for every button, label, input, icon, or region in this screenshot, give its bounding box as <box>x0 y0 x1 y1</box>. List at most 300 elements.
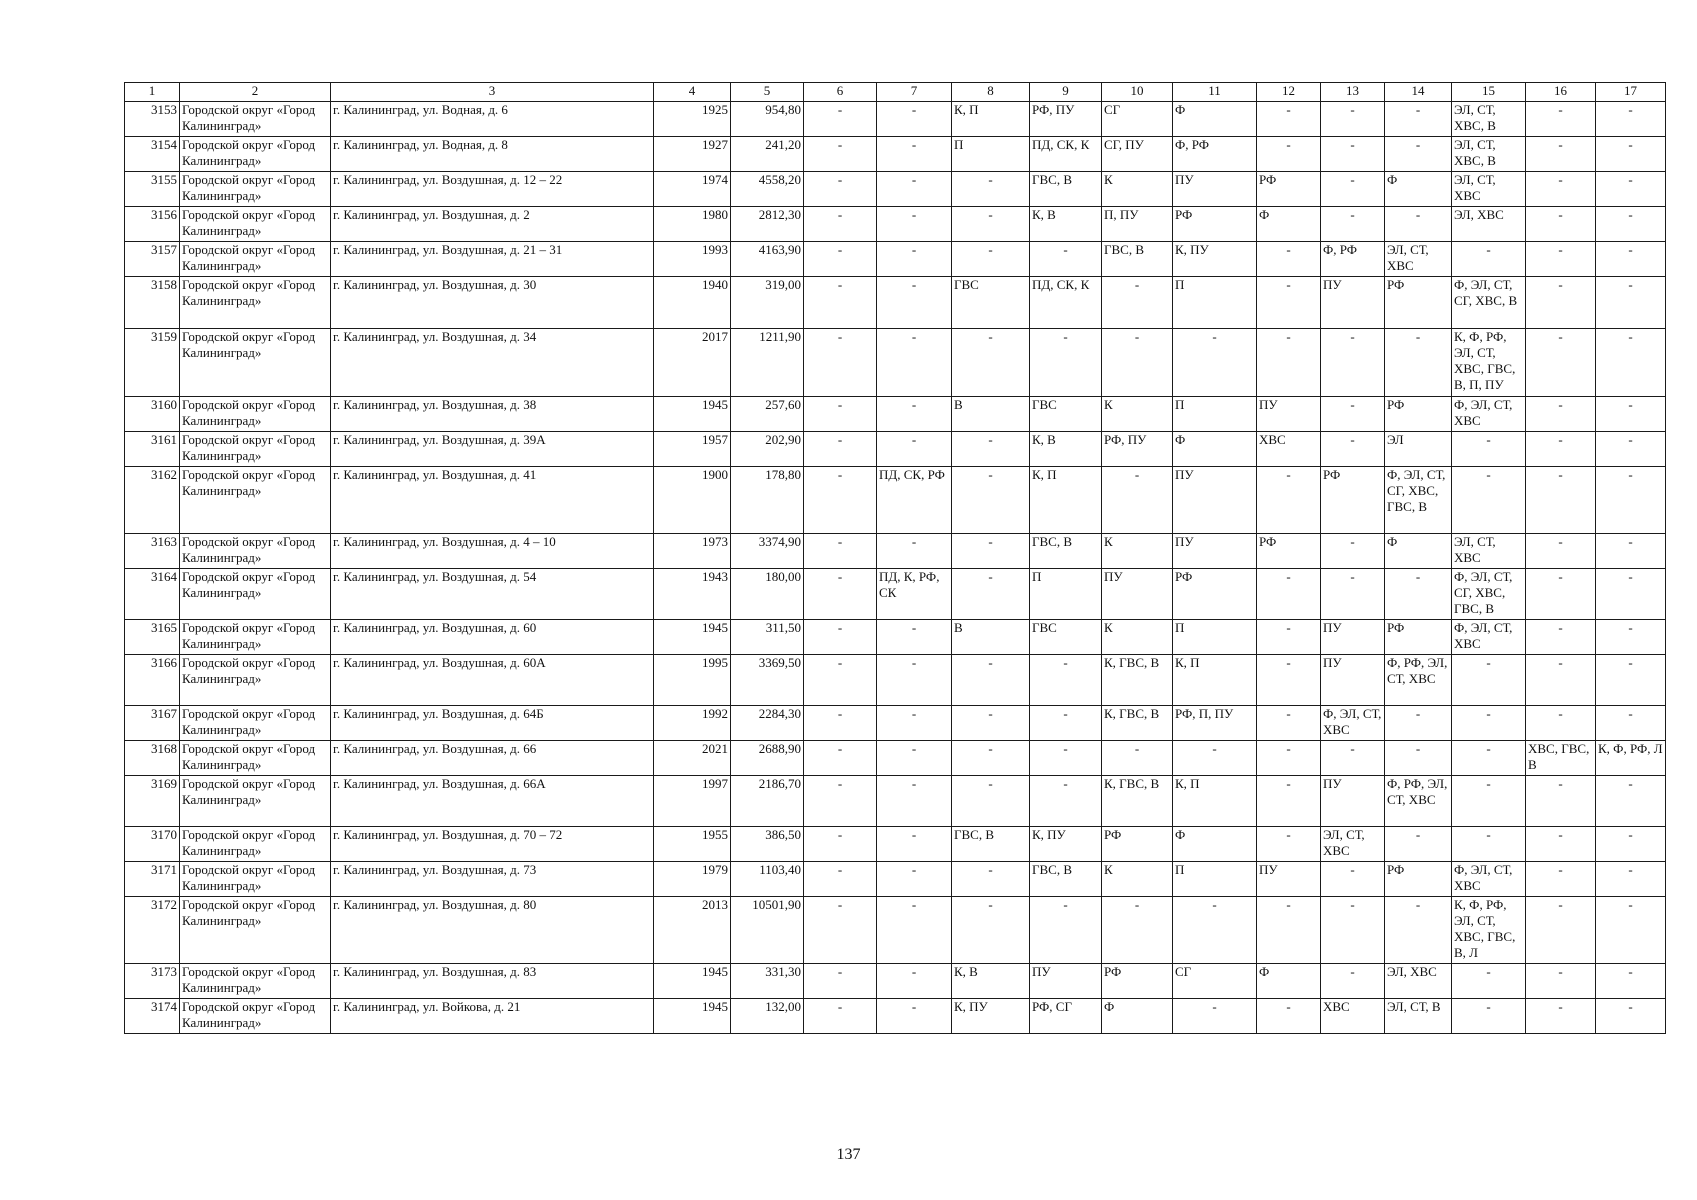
municipality-cell: Городской округ «Город Калининград» <box>180 999 331 1034</box>
table-row <box>125 137 1666 172</box>
repair-period-cell-col-10: ПУ <box>1102 569 1173 620</box>
address-cell: г. Калининград, ул. Воздушная, д. 21 – 31 <box>331 242 654 277</box>
municipality-cell: Городской округ «Город Калининград» <box>180 569 331 620</box>
repair-period-cell-col-17: - <box>1596 329 1666 397</box>
table-row <box>125 964 1666 999</box>
repair-period-cell-col-9: ГВС <box>1030 397 1102 432</box>
repair-period-cell-col-6: - <box>804 172 877 207</box>
repair-period-cell-col-16: - <box>1526 534 1596 569</box>
repair-period-cell-col-12: - <box>1257 741 1321 776</box>
row-number: 3171 <box>125 862 180 897</box>
municipality-cell: Городской округ «Город Калининград» <box>180 207 331 242</box>
repair-period-cell-col-17: - <box>1596 172 1666 207</box>
repair-period-cell-col-15: - <box>1452 964 1526 999</box>
page-number: 137 <box>836 1146 861 1163</box>
address-cell: г. Калининград, ул. Водная, д. 8 <box>331 137 654 172</box>
repair-period-cell-col-6: - <box>804 897 877 964</box>
repair-period-cell-col-9: - <box>1030 655 1102 706</box>
column-header: 17 <box>1596 83 1666 102</box>
repair-period-cell-col-8: ГВС <box>952 277 1030 329</box>
address-cell: г. Калининград, ул. Воздушная, д. 34 <box>331 329 654 397</box>
repair-period-cell-col-14: Ф <box>1385 534 1452 569</box>
municipality-cell: Городской округ «Город Калининград» <box>180 964 331 999</box>
repair-period-cell-col-9: К, ПУ <box>1030 827 1102 862</box>
column-header: 15 <box>1452 83 1526 102</box>
year-cell: 1945 <box>654 397 731 432</box>
repair-period-cell-col-15: - <box>1452 432 1526 467</box>
repair-period-cell-col-14: - <box>1385 102 1452 137</box>
repair-period-cell-col-12: - <box>1257 467 1321 534</box>
row-number: 3172 <box>125 897 180 964</box>
address-cell: г. Калининград, ул. Воздушная, д. 39А <box>331 432 654 467</box>
repair-period-cell-col-11: Ф <box>1173 827 1257 862</box>
repair-period-cell-col-15: - <box>1452 655 1526 706</box>
year-cell: 2021 <box>654 741 731 776</box>
row-number: 3162 <box>125 467 180 534</box>
repair-period-cell-col-9: - <box>1030 329 1102 397</box>
repair-period-cell-col-8: - <box>952 897 1030 964</box>
column-header: 12 <box>1257 83 1321 102</box>
repair-period-cell-col-17: - <box>1596 964 1666 999</box>
table-row <box>125 655 1666 706</box>
repair-period-cell-col-15: Ф, ЭЛ, СТ, ХВС <box>1452 862 1526 897</box>
column-header: 13 <box>1321 83 1385 102</box>
repair-period-cell-col-11: Ф, РФ <box>1173 137 1257 172</box>
municipality-cell: Городской округ «Город Калининград» <box>180 706 331 741</box>
year-cell: 2017 <box>654 329 731 397</box>
repair-period-cell-col-14: Ф, РФ, ЭЛ, СТ, ХВС <box>1385 776 1452 827</box>
address-cell: г. Калининград, ул. Воздушная, д. 80 <box>331 897 654 964</box>
repair-period-cell-col-8: К, В <box>952 964 1030 999</box>
repair-period-cell-col-14: Ф <box>1385 172 1452 207</box>
repair-period-cell-col-15: - <box>1452 706 1526 741</box>
table-row <box>125 277 1666 329</box>
repair-period-cell-col-9: К, П <box>1030 467 1102 534</box>
year-cell: 1992 <box>654 706 731 741</box>
address-cell: г. Калининград, ул. Водная, д. 6 <box>331 102 654 137</box>
repair-period-cell-col-14: РФ <box>1385 862 1452 897</box>
repair-period-cell-col-11: - <box>1173 897 1257 964</box>
repair-period-cell-col-12: - <box>1257 329 1321 397</box>
header-row <box>125 83 1666 102</box>
repair-period-cell-col-9: РФ, ПУ <box>1030 102 1102 137</box>
repair-period-cell-col-9: ГВС <box>1030 620 1102 655</box>
area-cell: 241,20 <box>731 137 804 172</box>
repair-period-cell-col-7: ПД, К, РФ, СК <box>877 569 952 620</box>
repair-period-cell-col-7: - <box>877 397 952 432</box>
repair-period-cell-col-10: СГ, ПУ <box>1102 137 1173 172</box>
repair-period-cell-col-16: - <box>1526 432 1596 467</box>
column-header: 8 <box>952 83 1030 102</box>
row-number: 3165 <box>125 620 180 655</box>
repair-period-cell-col-10: К, ГВС, В <box>1102 776 1173 827</box>
repair-period-cell-col-11: ПУ <box>1173 172 1257 207</box>
column-header: 10 <box>1102 83 1173 102</box>
repair-period-cell-col-14: Ф, ЭЛ, СТ, СГ, ХВС, ГВС, В <box>1385 467 1452 534</box>
address-cell: г. Калининград, ул. Воздушная, д. 73 <box>331 862 654 897</box>
municipality-cell: Городской округ «Город Калининград» <box>180 620 331 655</box>
repair-period-cell-col-14: - <box>1385 706 1452 741</box>
repair-period-cell-col-8: П <box>952 137 1030 172</box>
repair-period-cell-col-13: Ф, РФ <box>1321 242 1385 277</box>
repair-period-cell-col-8: - <box>952 242 1030 277</box>
area-cell: 4558,20 <box>731 172 804 207</box>
table-body <box>125 102 1666 1034</box>
address-cell: г. Калининград, ул. Воздушная, д. 38 <box>331 397 654 432</box>
repair-period-cell-col-17: - <box>1596 277 1666 329</box>
repair-period-cell-col-11: К, П <box>1173 776 1257 827</box>
repair-period-cell-col-12: - <box>1257 655 1321 706</box>
repair-period-cell-col-16: - <box>1526 706 1596 741</box>
table-row <box>125 467 1666 534</box>
table-row <box>125 827 1666 862</box>
repair-period-cell-col-10: К <box>1102 534 1173 569</box>
repair-period-cell-col-14: ЭЛ, СТ, В <box>1385 999 1452 1034</box>
repair-period-cell-col-12: ПУ <box>1257 862 1321 897</box>
column-header: 14 <box>1385 83 1452 102</box>
repair-period-cell-col-7: - <box>877 102 952 137</box>
repair-period-cell-col-16: - <box>1526 277 1596 329</box>
repair-period-cell-col-16: - <box>1526 827 1596 862</box>
year-cell: 1973 <box>654 534 731 569</box>
repair-period-cell-col-7: - <box>877 137 952 172</box>
repair-period-cell-col-6: - <box>804 329 877 397</box>
year-cell: 1945 <box>654 964 731 999</box>
repair-period-cell-col-15: К, Ф, РФ, ЭЛ, СТ, ХВС, ГВС, В, Л <box>1452 897 1526 964</box>
repair-period-cell-col-16: ХВС, ГВС, В <box>1526 741 1596 776</box>
repair-period-cell-col-15: ЭЛ, СТ, ХВС <box>1452 172 1526 207</box>
municipality-cell: Городской округ «Город Калининград» <box>180 137 331 172</box>
address-cell: г. Калининград, ул. Воздушная, д. 60А <box>331 655 654 706</box>
repair-period-cell-col-12: - <box>1257 102 1321 137</box>
repair-period-cell-col-6: - <box>804 207 877 242</box>
address-cell: г. Калининград, ул. Войкова, д. 21 <box>331 999 654 1034</box>
repair-period-cell-col-10: К <box>1102 397 1173 432</box>
repair-period-cell-col-12: Ф <box>1257 964 1321 999</box>
repair-period-cell-col-13: - <box>1321 432 1385 467</box>
repair-period-cell-col-16: - <box>1526 897 1596 964</box>
year-cell: 1980 <box>654 207 731 242</box>
repair-period-cell-col-6: - <box>804 655 877 706</box>
address-cell: г. Калининград, ул. Воздушная, д. 66 <box>331 741 654 776</box>
repair-period-cell-col-9: - <box>1030 242 1102 277</box>
repair-period-cell-col-8: - <box>952 706 1030 741</box>
repair-period-cell-col-13: - <box>1321 534 1385 569</box>
table-row <box>125 897 1666 964</box>
repair-period-cell-col-9: - <box>1030 741 1102 776</box>
repair-period-cell-col-17: - <box>1596 534 1666 569</box>
year-cell: 1945 <box>654 999 731 1034</box>
repair-period-cell-col-7: - <box>877 897 952 964</box>
repair-period-cell-col-11: РФ, П, ПУ <box>1173 706 1257 741</box>
municipality-cell: Городской округ «Город Калининград» <box>180 277 331 329</box>
area-cell: 2812,30 <box>731 207 804 242</box>
municipality-cell: Городской округ «Город Калининград» <box>180 741 331 776</box>
repair-period-cell-col-12: - <box>1257 999 1321 1034</box>
table-row <box>125 620 1666 655</box>
repair-period-cell-col-7: - <box>877 620 952 655</box>
table-row <box>125 999 1666 1034</box>
repair-period-cell-col-8: В <box>952 620 1030 655</box>
repair-period-cell-col-16: - <box>1526 329 1596 397</box>
repair-period-cell-col-11: П <box>1173 277 1257 329</box>
row-number: 3158 <box>125 277 180 329</box>
repair-period-cell-col-14: РФ <box>1385 397 1452 432</box>
repair-period-cell-col-7: - <box>877 277 952 329</box>
repair-period-cell-col-8: - <box>952 467 1030 534</box>
repair-period-cell-col-8: - <box>952 329 1030 397</box>
repair-period-cell-col-10: - <box>1102 467 1173 534</box>
repair-period-cell-col-13: - <box>1321 397 1385 432</box>
repair-period-cell-col-14: - <box>1385 897 1452 964</box>
column-header: 1 <box>125 83 180 102</box>
repair-period-cell-col-7: - <box>877 242 952 277</box>
area-cell: 954,80 <box>731 102 804 137</box>
repair-period-cell-col-8: - <box>952 569 1030 620</box>
year-cell: 1955 <box>654 827 731 862</box>
repair-period-cell-col-14: - <box>1385 207 1452 242</box>
area-cell: 2186,70 <box>731 776 804 827</box>
repair-period-cell-col-16: - <box>1526 397 1596 432</box>
repair-period-cell-col-16: - <box>1526 655 1596 706</box>
address-cell: г. Калининград, ул. Воздушная, д. 60 <box>331 620 654 655</box>
repair-period-cell-col-14: - <box>1385 569 1452 620</box>
municipality-cell: Городской округ «Город Калининград» <box>180 827 331 862</box>
repair-period-cell-col-9: ГВС, В <box>1030 172 1102 207</box>
repair-period-cell-col-7: - <box>877 172 952 207</box>
repair-period-cell-col-16: - <box>1526 776 1596 827</box>
repair-period-cell-col-6: - <box>804 242 877 277</box>
table-row <box>125 534 1666 569</box>
address-cell: г. Калининград, ул. Воздушная, д. 4 – 10 <box>331 534 654 569</box>
area-cell: 10501,90 <box>731 897 804 964</box>
repair-period-cell-col-17: - <box>1596 242 1666 277</box>
address-cell: г. Калининград, ул. Воздушная, д. 41 <box>331 467 654 534</box>
repair-period-cell-col-12: - <box>1257 242 1321 277</box>
year-cell: 1997 <box>654 776 731 827</box>
repair-period-cell-col-17: - <box>1596 432 1666 467</box>
repair-period-cell-col-15: ЭЛ, ХВС <box>1452 207 1526 242</box>
repair-period-cell-col-7: ПД, СК, РФ <box>877 467 952 534</box>
repair-period-cell-col-15: ЭЛ, СТ, ХВС, В <box>1452 137 1526 172</box>
repair-period-cell-col-13: - <box>1321 207 1385 242</box>
table-row <box>125 329 1666 397</box>
repair-period-cell-col-6: - <box>804 432 877 467</box>
repair-period-cell-col-11: П <box>1173 620 1257 655</box>
column-header: 2 <box>180 83 331 102</box>
area-cell: 178,80 <box>731 467 804 534</box>
repair-period-cell-col-15: - <box>1452 741 1526 776</box>
repair-period-cell-col-7: - <box>877 706 952 741</box>
year-cell: 1993 <box>654 242 731 277</box>
repair-period-cell-col-14: ЭЛ <box>1385 432 1452 467</box>
column-header: 9 <box>1030 83 1102 102</box>
repair-period-cell-col-13: - <box>1321 137 1385 172</box>
municipality-cell: Городской округ «Город Калининград» <box>180 397 331 432</box>
column-header: 3 <box>331 83 654 102</box>
repair-period-cell-col-6: - <box>804 862 877 897</box>
area-cell: 1211,90 <box>731 329 804 397</box>
area-cell: 2688,90 <box>731 741 804 776</box>
repair-period-cell-col-10: ГВС, В <box>1102 242 1173 277</box>
repair-period-cell-col-6: - <box>804 534 877 569</box>
repair-period-cell-col-15: Ф, ЭЛ, СТ, СГ, ХВС, ГВС, В <box>1452 569 1526 620</box>
municipality-cell: Городской округ «Город Калининград» <box>180 897 331 964</box>
repair-period-cell-col-10: Ф <box>1102 999 1173 1034</box>
municipality-cell: Городской округ «Город Калининград» <box>180 172 331 207</box>
repair-period-cell-col-9: П <box>1030 569 1102 620</box>
area-cell: 1103,40 <box>731 862 804 897</box>
municipality-cell: Городской округ «Город Калининград» <box>180 655 331 706</box>
repair-period-cell-col-15: ЭЛ, СТ, ХВС, В <box>1452 102 1526 137</box>
repair-period-cell-col-10: - <box>1102 897 1173 964</box>
repair-period-cell-col-12: - <box>1257 706 1321 741</box>
repair-period-cell-col-13: РФ <box>1321 467 1385 534</box>
area-cell: 4163,90 <box>731 242 804 277</box>
area-cell: 202,90 <box>731 432 804 467</box>
repair-period-cell-col-6: - <box>804 137 877 172</box>
repair-period-cell-col-9: ПД, СК, К <box>1030 277 1102 329</box>
year-cell: 1925 <box>654 102 731 137</box>
repair-period-cell-col-14: ЭЛ, ХВС <box>1385 964 1452 999</box>
repair-period-cell-col-12: РФ <box>1257 534 1321 569</box>
area-cell: 257,60 <box>731 397 804 432</box>
repair-period-cell-col-9: ГВС, В <box>1030 534 1102 569</box>
repair-period-cell-col-15: - <box>1452 242 1526 277</box>
repair-period-cell-col-6: - <box>804 706 877 741</box>
repair-period-cell-col-10: К, ГВС, В <box>1102 706 1173 741</box>
repair-period-cell-col-13: ХВС <box>1321 999 1385 1034</box>
row-number: 3155 <box>125 172 180 207</box>
row-number: 3174 <box>125 999 180 1034</box>
repair-period-cell-col-17: - <box>1596 569 1666 620</box>
address-cell: г. Калининград, ул. Воздушная, д. 30 <box>331 277 654 329</box>
municipality-cell: Городской округ «Город Калининград» <box>180 432 331 467</box>
table-row <box>125 569 1666 620</box>
repair-period-cell-col-8: - <box>952 776 1030 827</box>
repair-period-cell-col-7: - <box>877 329 952 397</box>
column-header: 16 <box>1526 83 1596 102</box>
repair-period-cell-col-14: РФ <box>1385 277 1452 329</box>
repair-period-cell-col-17: - <box>1596 102 1666 137</box>
repair-period-cell-col-11: К, П <box>1173 655 1257 706</box>
year-cell: 1927 <box>654 137 731 172</box>
year-cell: 2013 <box>654 897 731 964</box>
repair-period-cell-col-12: Ф <box>1257 207 1321 242</box>
repair-period-cell-col-6: - <box>804 397 877 432</box>
repair-period-cell-col-17: - <box>1596 827 1666 862</box>
repair-period-cell-col-7: - <box>877 827 952 862</box>
repair-period-cell-col-10: П, ПУ <box>1102 207 1173 242</box>
row-number: 3168 <box>125 741 180 776</box>
year-cell: 1940 <box>654 277 731 329</box>
repair-period-cell-col-15: - <box>1452 776 1526 827</box>
row-number: 3160 <box>125 397 180 432</box>
repair-period-cell-col-9: ПУ <box>1030 964 1102 999</box>
repair-period-cell-col-7: - <box>877 432 952 467</box>
repair-period-cell-col-10: К <box>1102 172 1173 207</box>
column-header: 5 <box>731 83 804 102</box>
repair-period-cell-col-14: ЭЛ, СТ, ХВС <box>1385 242 1452 277</box>
repair-period-cell-col-10: - <box>1102 277 1173 329</box>
row-number: 3170 <box>125 827 180 862</box>
municipality-cell: Городской округ «Город Калининград» <box>180 862 331 897</box>
repair-period-cell-col-8: - <box>952 862 1030 897</box>
repair-period-cell-col-6: - <box>804 999 877 1034</box>
repair-period-cell-col-11: П <box>1173 862 1257 897</box>
repair-period-cell-col-8: - <box>952 172 1030 207</box>
repair-period-cell-col-11: РФ <box>1173 207 1257 242</box>
area-cell: 386,50 <box>731 827 804 862</box>
repair-period-cell-col-13: - <box>1321 862 1385 897</box>
repair-period-cell-col-16: - <box>1526 207 1596 242</box>
repair-period-cell-col-17: - <box>1596 207 1666 242</box>
repair-period-cell-col-14: - <box>1385 741 1452 776</box>
repair-period-cell-col-6: - <box>804 827 877 862</box>
repair-period-cell-col-12: - <box>1257 620 1321 655</box>
repair-period-cell-col-13: - <box>1321 741 1385 776</box>
column-header: 7 <box>877 83 952 102</box>
address-cell: г. Калининград, ул. Воздушная, д. 70 – 72 <box>331 827 654 862</box>
repair-period-cell-col-13: ПУ <box>1321 277 1385 329</box>
year-cell: 1945 <box>654 620 731 655</box>
repair-period-cell-col-14: РФ <box>1385 620 1452 655</box>
address-cell: г. Калининград, ул. Воздушная, д. 12 – 22 <box>331 172 654 207</box>
repair-period-cell-col-17: - <box>1596 655 1666 706</box>
repair-period-cell-col-6: - <box>804 102 877 137</box>
repair-period-cell-col-7: - <box>877 964 952 999</box>
repair-period-cell-col-11: Ф <box>1173 432 1257 467</box>
area-cell: 3374,90 <box>731 534 804 569</box>
row-number: 3164 <box>125 569 180 620</box>
repair-period-cell-col-10: К <box>1102 862 1173 897</box>
repair-period-cell-col-8: - <box>952 741 1030 776</box>
repair-period-cell-col-8: К, ПУ <box>952 999 1030 1034</box>
housing-repair-table <box>124 82 1666 1034</box>
repair-period-cell-col-12: РФ <box>1257 172 1321 207</box>
row-number: 3161 <box>125 432 180 467</box>
table-row <box>125 242 1666 277</box>
repair-period-cell-col-11: - <box>1173 329 1257 397</box>
repair-period-cell-col-11: - <box>1173 999 1257 1034</box>
table-row <box>125 776 1666 827</box>
repair-period-cell-col-16: - <box>1526 999 1596 1034</box>
repair-period-cell-col-16: - <box>1526 242 1596 277</box>
repair-period-cell-col-11: ПУ <box>1173 534 1257 569</box>
address-cell: г. Калининград, ул. Воздушная, д. 66А <box>331 776 654 827</box>
repair-period-cell-col-14: - <box>1385 329 1452 397</box>
table-row <box>125 207 1666 242</box>
row-number: 3169 <box>125 776 180 827</box>
table-row <box>125 862 1666 897</box>
repair-period-cell-col-13: - <box>1321 569 1385 620</box>
municipality-cell: Городской округ «Город Калининград» <box>180 534 331 569</box>
repair-period-cell-col-11: Ф <box>1173 102 1257 137</box>
repair-period-cell-col-16: - <box>1526 137 1596 172</box>
repair-period-cell-col-17: - <box>1596 999 1666 1034</box>
repair-period-cell-col-7: - <box>877 862 952 897</box>
repair-period-cell-col-16: - <box>1526 467 1596 534</box>
repair-period-cell-col-17: - <box>1596 137 1666 172</box>
repair-period-cell-col-10: РФ <box>1102 964 1173 999</box>
repair-period-cell-col-15: - <box>1452 999 1526 1034</box>
area-cell: 331,30 <box>731 964 804 999</box>
repair-period-cell-col-17: - <box>1596 397 1666 432</box>
repair-period-cell-col-7: - <box>877 776 952 827</box>
repair-period-cell-col-12: - <box>1257 897 1321 964</box>
repair-period-cell-col-15: Ф, ЭЛ, СТ, ХВС <box>1452 620 1526 655</box>
area-cell: 311,50 <box>731 620 804 655</box>
